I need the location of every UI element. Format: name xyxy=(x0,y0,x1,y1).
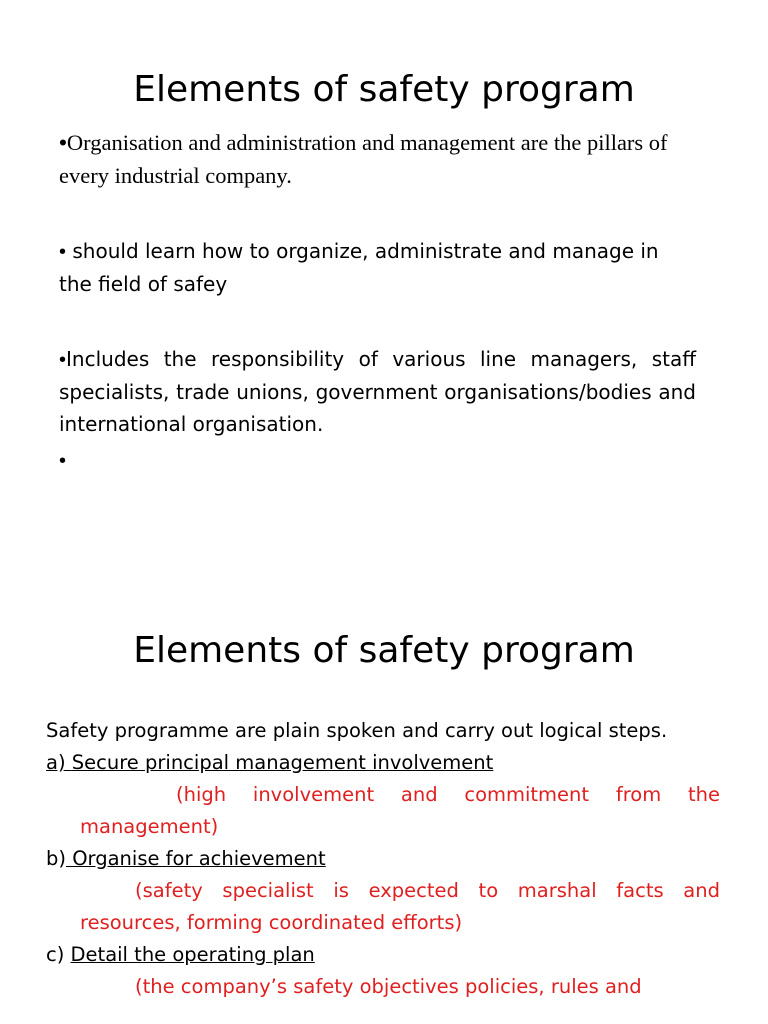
step-detail-text: (the company’s safety objectives policies, rules and xyxy=(135,975,642,998)
step-heading xyxy=(46,939,720,971)
bullet-marker: • xyxy=(59,450,67,472)
bullet-text: Includes the responsibility of various line managers, staff specialists, trade unions, government organisations/bodies and international organisation. xyxy=(59,347,696,436)
slide-2 xyxy=(0,552,768,1024)
bullet-item xyxy=(59,444,696,477)
bullet-item xyxy=(59,343,696,440)
step-detail-text: (high involvement and commitment from the management) xyxy=(80,783,720,838)
step-title: Organise for achievement xyxy=(66,847,326,870)
step-heading xyxy=(46,747,720,779)
slide-body xyxy=(46,715,720,1003)
bullet-item xyxy=(59,126,696,192)
slide-title: Elements of safety program xyxy=(133,630,635,671)
bullet-marker: • xyxy=(59,130,67,155)
step-title: Detail the operating plan xyxy=(70,943,315,966)
intro-text: Safety programme are plain spoken and carry out logical steps. xyxy=(46,719,668,742)
step-prefix: a) xyxy=(46,751,72,774)
step-detail xyxy=(46,971,720,1003)
bullet-item xyxy=(59,235,696,300)
bullet-marker: • xyxy=(59,241,67,263)
step-detail-text: (safety specialist is expected to marshal facts and resources, forming coordinated efforts) xyxy=(80,879,720,934)
step-detail xyxy=(46,779,720,843)
step-title: Secure principal management involvement xyxy=(71,751,494,774)
slide-title: Elements of safety program xyxy=(133,69,635,110)
bullet-marker: • xyxy=(59,349,67,371)
step-prefix: c) xyxy=(46,943,71,966)
bullet-text: Organisation and administration and management are the pillars of every industrial company. xyxy=(59,130,668,188)
step-detail xyxy=(46,875,720,939)
step-prefix: b) xyxy=(46,847,66,870)
bullet-text: should learn how to organize, administrate and manage in the field of safey xyxy=(59,239,659,296)
step-heading xyxy=(46,843,720,875)
